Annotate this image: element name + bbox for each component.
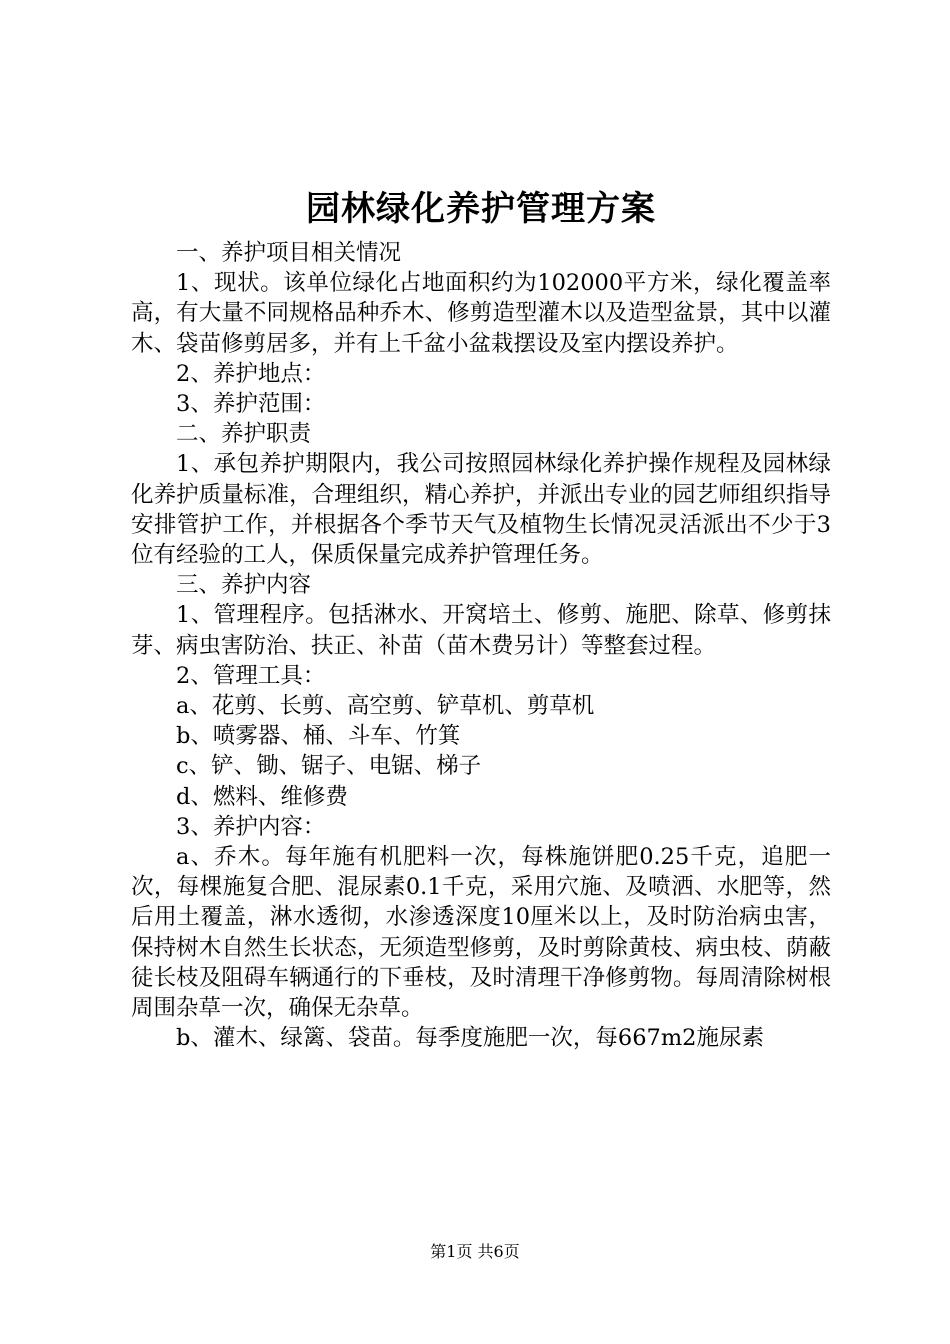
list-item: c、铲、锄、锯子、电锯、梯子 [176, 753, 482, 780]
document-body [131, 238, 831, 1053]
section-heading: 一、养护项目相关情况 [176, 240, 402, 266]
section-heading: 二、养护职责 [176, 421, 312, 448]
paragraph: b、灌木、绿篱、袋苗。每季度施肥一次，每667m2施尿素 [176, 1025, 765, 1052]
paragraph: 1、现状。该单位绿化占地面积约为102000平方米，绿化覆盖率高，有大量不同规格品种乔木、修剪造型灌木以及造型盆景，其中以灌木、袋苗修剪居多，并有上千盆小盆栽摆设及室内摆设养护。 [131, 270, 831, 357]
section-heading: 三、养护内容 [176, 572, 312, 599]
document-title: 园林绿化养护管理方案 [306, 189, 656, 229]
page-footer: 第1页 共6页 [430, 1242, 520, 1261]
document-page [131, 180, 831, 1053]
list-item: a、花剪、长剪、高空剪、铲草机、剪草机 [176, 693, 595, 720]
list-item: d、燃料、维修费 [176, 783, 348, 810]
paragraph: 1、管理程序。包括淋水、开窝培土、修剪、施肥、除草、修剪抹芽、病虫害防治、扶正、补苗（苗木费另计）等整套过程。 [131, 602, 831, 659]
list-item: b、喷雾器、桶、斗车、竹箕 [176, 723, 461, 750]
paragraph: 3、养护范围： [176, 391, 326, 418]
paragraph: a、乔木。每年施有机肥料一次，每株施饼肥0.25千克，追肥一次，每棵施复合肥、混尿素0.1千克，采用穴施、及喷洒、水肥等，然后用土覆盖，淋水透彻，水渗透深度10厘米以上，及时防治病虫害，保持树木自然生长状态，无须造型修剪，及时剪除黄枝、病虫枝、荫蔽徒长枝及阻碍车辆通行的下垂枝，及时清理干净修剪物。每周清除树根周围杂草一次，确保无杂草。 [131, 844, 831, 1022]
paragraph: 2、养护地点： [176, 360, 326, 387]
paragraph: 1、承包养护期限内，我公司按照园林绿化养护操作规程及园林绿化养护质量标准，合理组织，精心养护，并派出专业的园艺师组织指导安排管护工作，并根据各个季节天气及植物生长情况灵活派出不少于3位有经验的工人，保质保量完成养护管理任务。 [131, 451, 831, 569]
paragraph: 3、养护内容： [176, 813, 326, 840]
paragraph: 2、管理工具： [176, 662, 326, 689]
